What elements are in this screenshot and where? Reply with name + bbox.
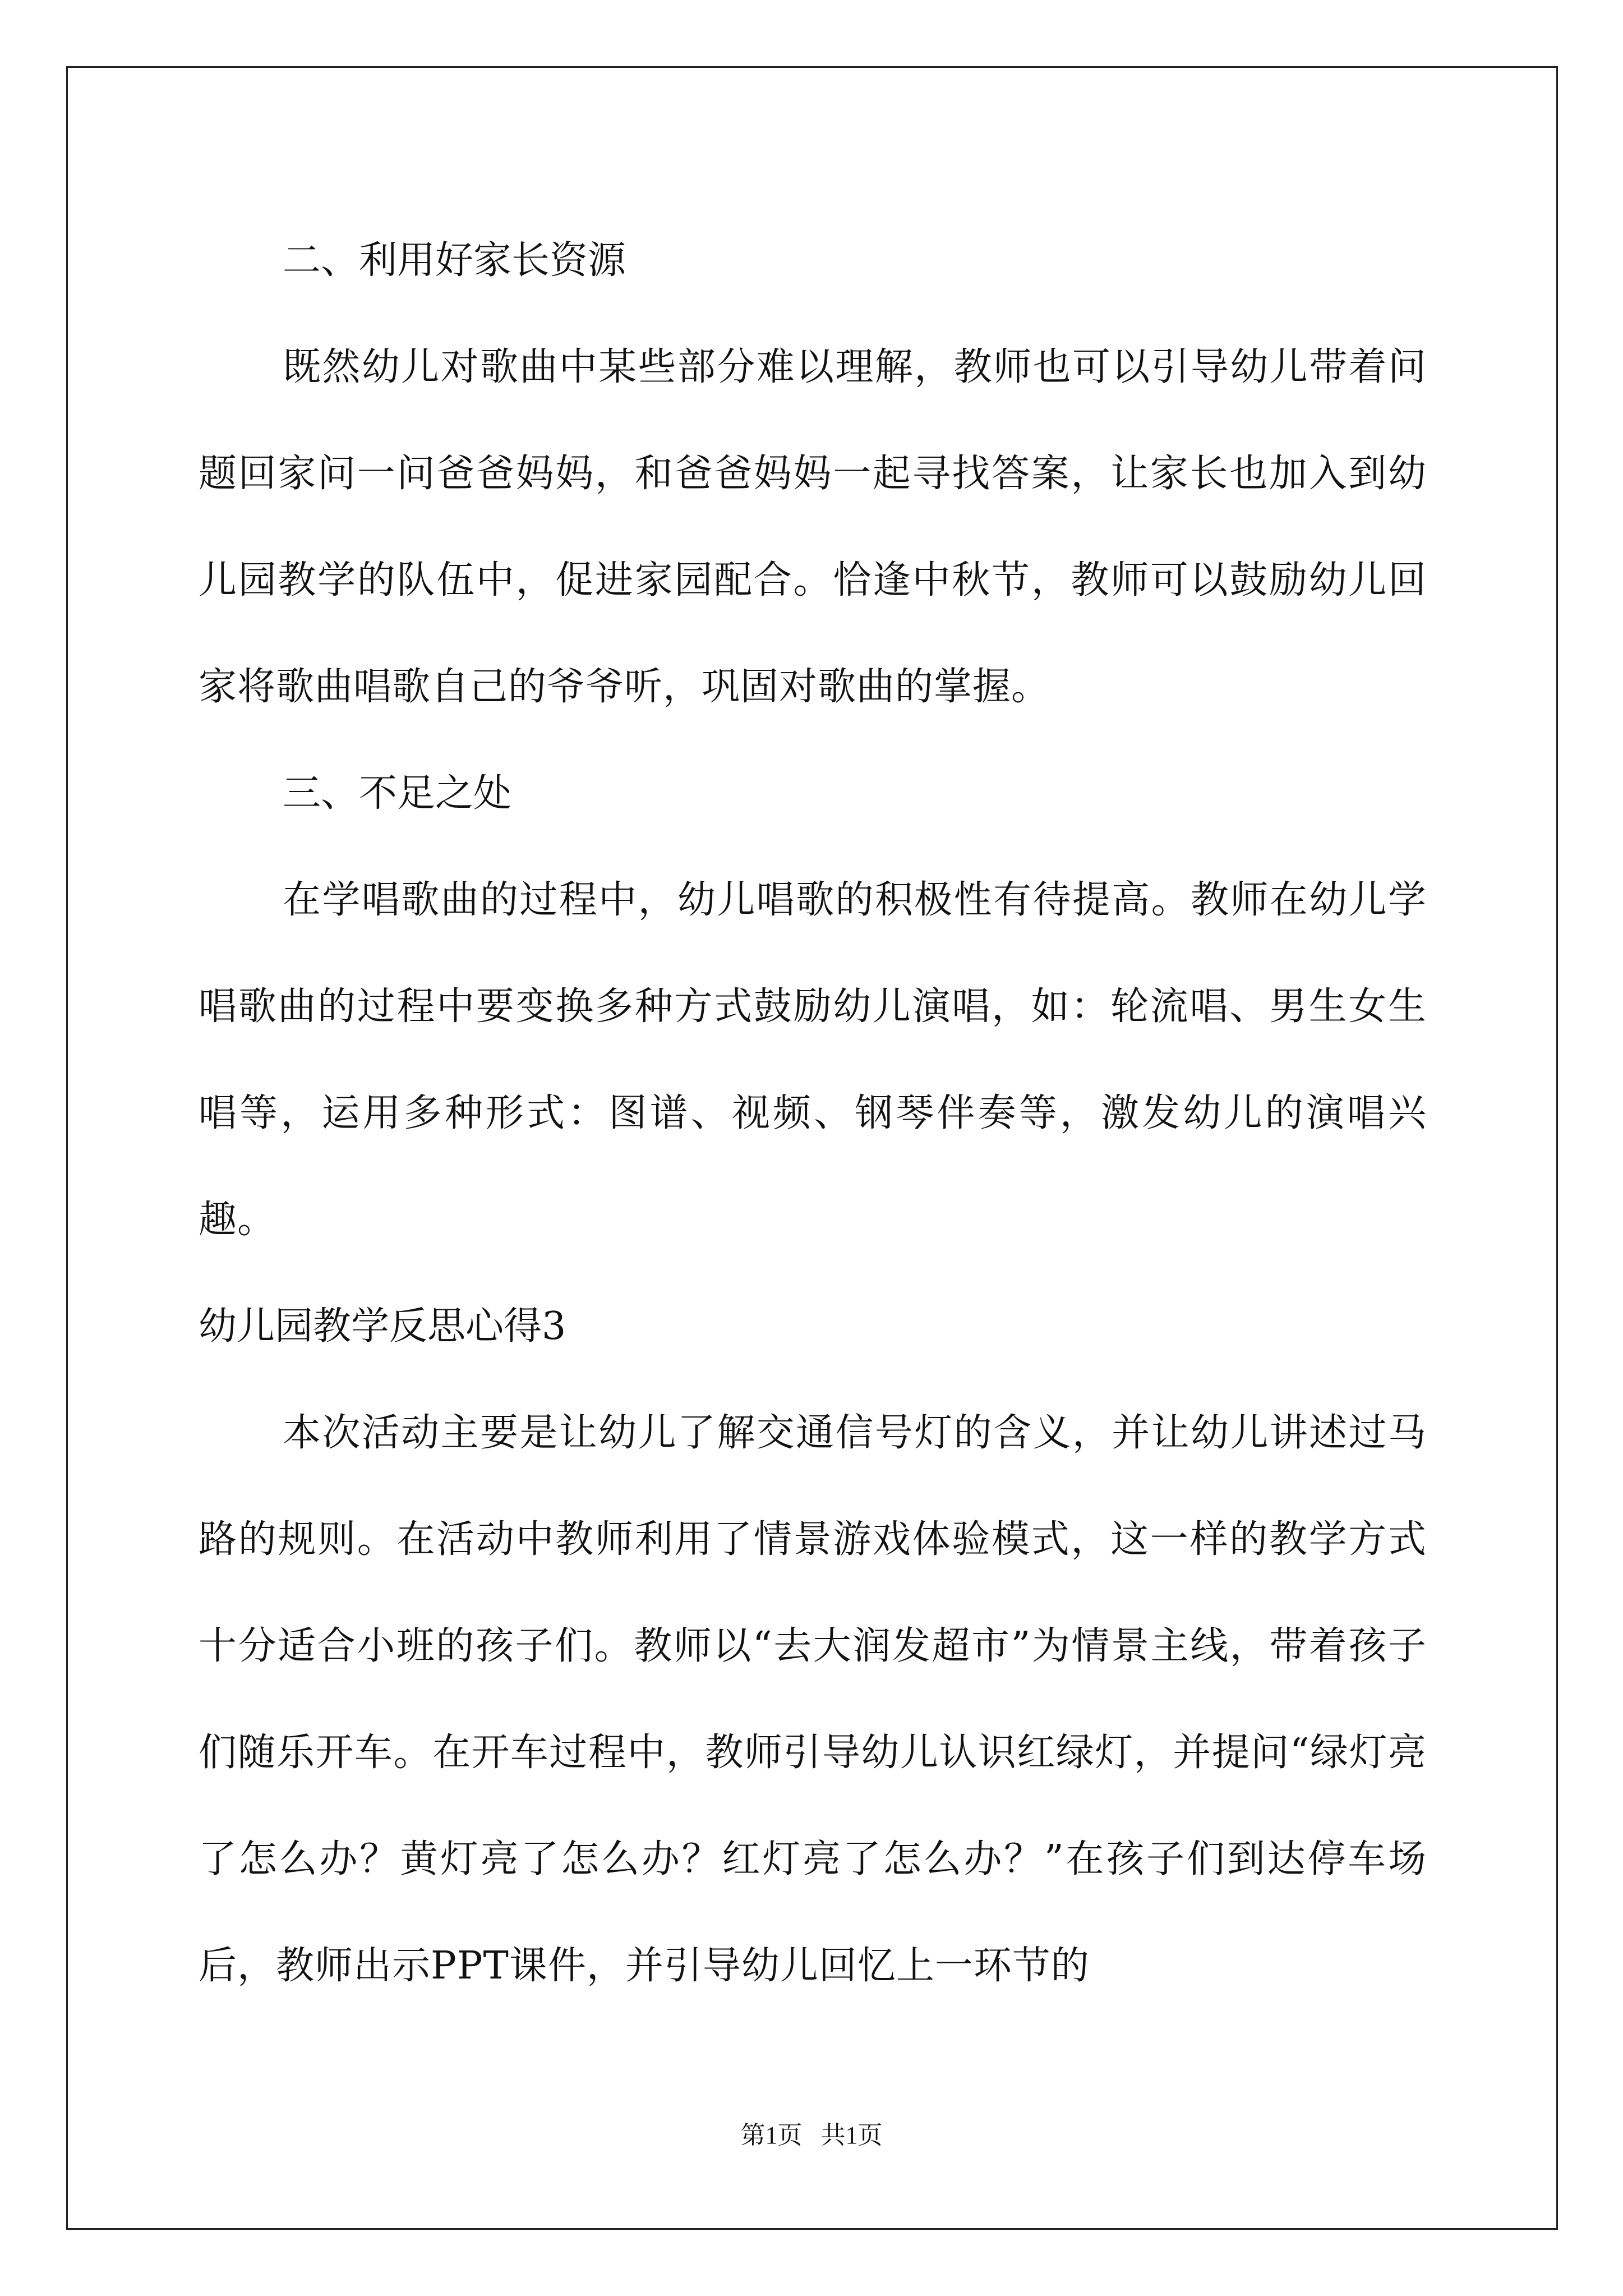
page-number-footer: 第1页 共1页 [740,2122,883,2149]
document-body [199,208,1427,2019]
paragraph-shortcomings: 在学唱歌曲的过程中，幼儿唱歌的积极性有待提高。教师在幼儿学唱歌曲的过程中要变换多种方式鼓励幼儿演唱，如：轮流唱、男生女生唱等，运用多种形式：图谱、视频、钢琴伴奏等，激发幼儿的演唱兴趣。 [199,878,1427,1242]
section-heading-shortcomings: 三、不足之处 [283,771,512,816]
paragraph-parent-resources: 既然幼儿对歌曲中某些部分难以理解，教师也可以引导幼儿带着问题回家问一问爸爸妈妈，和爸爸妈妈一起寻找答案，让家长也加入到幼儿园教学的队伍中，促进家园配合。恰逢中秋节，教师可以鼓励幼儿回家将歌曲唱歌自己的爷爷听，巩固对歌曲的掌握。 [199,345,1427,709]
paragraph-traffic-lights: 本次活动主要是让幼儿了解交通信号灯的含义，并让幼儿讲述过马路的规则。在活动中教师利用了情景游戏体验模式，这一样的教学方式十分适合小班的孩子们。教师以“去大润发超市”为情景主线，带着孩子们随乐开车。在开车过程中，教师引导幼儿认识红绿灯，并提问“绿灯亮了怎么办？黄灯亮了怎么办？红灯亮了怎么办？”在孩子们到达停车场后，教师出示PPT课件，并引导幼儿回忆上一环节的 [199,1411,1427,1988]
article-title: 幼儿园教学反思心得3 [199,1304,566,1349]
section-heading-parent-resources: 二、利用好家长资源 [283,238,626,283]
